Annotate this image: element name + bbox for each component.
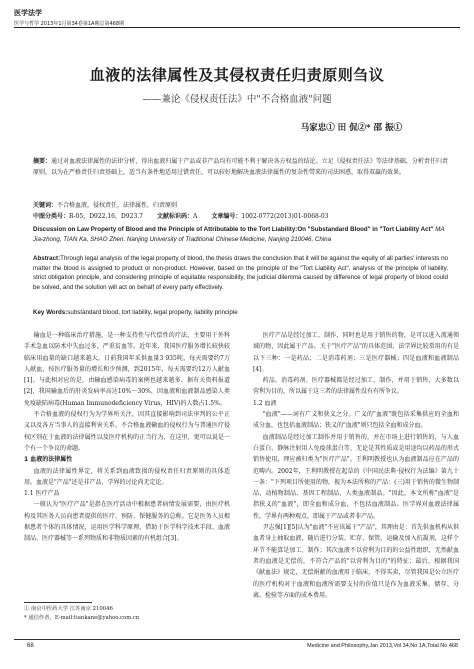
english-keywords-text: substandard blood, tort liability, legal property, liability principle: [67, 309, 238, 316]
page-number: 68: [27, 643, 34, 649]
keywords-label: 关键词：: [33, 202, 58, 209]
body-paragraph: 尹志强[1][5]认为"血液"不应该属于"产品"，其理由是：首先供血机构从供血者身上抽取血液，随后进行分装、贮存、保管、运输及加入抗凝剂，这样个环节不能算是加工、制作；其次血液不以营利为目的的公益性组织，无然献血者的血液是无偿的，不符合产品的"以营利为目的"的特征；最后，根据我国《献血法》规定，无偿捐献的血液用于临床，不得买卖，尽管我国是公立医疗的医疗机构对于血液和血液所需要支付的价值只是作为血液采集、储存、分离、检验等方面的成本费用。: [253, 524, 459, 598]
keywords-text: 不合格血液，侵权责任，法律属性，归责原则: [57, 202, 178, 209]
footnotes: [24, 605, 139, 623]
abstract-text: 通过对血液法律属性的法律分析，得出血液归属于产品或非产品均有可能不利于解决各方权益的结论。立足《侵权责任法》等法律基础，分析责任归责原则，以为在严格责任归责基础上，适当有条件地适用过错责任，可以较好地解决血液法律属性的复杂性带来的司法困惑，取得双赢的效果。: [33, 158, 448, 176]
footnote-divider: [24, 602, 92, 603]
english-abstract: [33, 254, 448, 292]
section-heading: 1.2 血液: [253, 399, 277, 407]
body-paragraph: 不合格血液的侵权行为为学界所关注，因其直接影响到司法审判的公平正义以及各方当事人的直接利害关系。不合格血液输血的侵权行为与普通医疗侵权区别在于血液的法律属性以及医疗机构的正当行为，在这里，更可以说是一个有一个争议的命题。: [24, 411, 230, 452]
english-abstract-label: Abstract:: [33, 255, 61, 262]
classification-line: [33, 212, 448, 221]
english-abstract-text: Through legal analysis of the legal property of blood, the thesis draws the conclusion that it will be against the equity of all parties' interests no matter the blood is assigned to product or non-product. However, based on the principle of the "Tort Liability Act", analysis of the principle of liability, strict obligation principle, and considering principle of equitable responsibility, the judicial dilemma caused by difference of legal property of blood could be solved, and the solution will act on behalf of every party effectively.: [33, 255, 448, 291]
abstract-label: 摘要：: [33, 158, 52, 165]
footnote-correspondence: * 通信作者，E-mail:tiankane@yahoo.com.cn: [24, 615, 140, 621]
body-paragraph: 医疗产品是经过加工、制作，同时也是用于销售的物，是可以进入流通领域的物，因此属于产品。关于"医疗产品"的具体范围，法学界比较常用的有是以下三种：一是药品；二是消毒药剂；三是医疗器械；四是血液和血液制品[4]。: [253, 332, 459, 373]
english-authors: MA Jia-zhong, TIAN Ka, SHAO Zhen. Nanjing University of Traditional Chinese Medicine, Nanjing 210046, China: [33, 226, 445, 243]
header-divider: [14, 27, 460, 28]
english-title: Discussion on Law Property of Blood and the Principle of Attributable to the Tort Liability:On "Substandard Blood" in "Tort Liability Act": [33, 226, 434, 233]
author-list: 马家忠① 田 侃②* 邵 振①: [300, 123, 402, 133]
body-paragraph: 一般认为"医疗产品"是指在医疗活动中根据患者病情发展需要，由医疗机构及其医务人员向患者提供的医疗、预防、保健服务的总称。它是医务人员根据患者个体的具体情况，运用医学科学原理，借助于医学科学技术手段、血液制品、医疗器械等一系列物质和非物质因素的有机组合[3]。: [24, 501, 230, 543]
article-title: 血液的法律属性及其侵权责任归责原则刍议: [89, 66, 385, 84]
journal-info: 医学与哲学 2013年1月第34卷第1A期总第468期: [14, 21, 125, 27]
section-heading: 1.1 医疗产品: [24, 490, 60, 498]
document-code: 文献标识码：A: [157, 213, 198, 220]
english-keywords: [33, 308, 448, 317]
english-title-block: [33, 225, 448, 244]
section-heading: 1 血液的法律属性: [24, 456, 73, 464]
body-paragraph: 药品、消毒药剂、医疗器械都是经过加工、制作，并用于销售，大多数以营利为目的，所以属于这三者的法律属性没有有所争议。: [253, 377, 459, 396]
clc-number: 中图分类号：R-05，D922.16，D923.7: [33, 213, 143, 220]
body-paragraph: 血液制品是经过加工制作并用于销售的，并在市场上进行销售的，与人血白蛋白、静脉注射用人免疫球蛋白等，无论是其性质或是用途均以药品的形式销售使用，理应被归类为"医疗产品"。王利明教授也认为血液制品应在产品的范畴内。2002年，王利明教授在起草的《中国民法典·侵权行为法编》第九十一条："下列项目所使用的物，视为本法所称的产品：(三)用于销售的微生物制品、动植物制品、基因工程制品、人类血液制品。"因此，本文所称"血液"是指狭义的"血液"，即全血和成分血，不包括血液制品。医学界对血液法律属性，学界有两种观点，即属于产品或者非产品。: [253, 433, 459, 520]
body-paragraph: 输血是一种临床治疗措施，是一种支持性与代偿性的疗法，主要用于外科手术急血以防术中失血过多，严重贫血等。近年来，我国医疗服务增长较快较临床用血量的缺口越来越大，日前我国年采供血量3 935吨，每天需要约7万人献血，按医疗服务量的增长和少预测，到2015年，每天需要约12万人献血[1]。与此相对应的是，由输血感染病毒的案例也越来越多。据有关资料报道[2]，我国输血后的肝炎发病率高达10%～30%，因血液和血液制品感染人类免疫缺陷病毒(Human Immunodeficiency Virus，HIV)的人数占1.5%。: [24, 332, 230, 407]
running-header: [14, 8, 460, 27]
english-keywords-label: Key Words:: [33, 309, 68, 316]
chinese-keywords: [33, 201, 448, 210]
body-paragraph: 血液的法律属性界定，将关系到血液致损的侵权责任归责原则的具体适用。血液是"产品"还是非产品，学界的讨论尚无定论。: [24, 467, 230, 486]
body-column-left: [24, 330, 230, 545]
footer-divider: [14, 639, 460, 640]
body-paragraph: "血液"——词有广义和狭义之分。广义的"血液"既包括采集供应的全血和成分血，也包括血液制品；狭义的"血液"则只包括全血和成分血。: [253, 411, 459, 430]
article-number: 文章编号：1002-0772(2013)01-0068-03: [211, 213, 329, 220]
section-label: 医学法学: [14, 9, 42, 17]
article-subtitle: ——兼论《侵权责任法》中"不合格血液"问题: [142, 94, 332, 105]
chinese-abstract: [33, 156, 448, 178]
body-column-right: [253, 330, 459, 598]
footnote-affiliation: ① 南京中医药大学 江苏南京 210046: [24, 606, 113, 612]
footer-journal-info: Medicine and Philosophy,Jan 2013,Vol 34,No 1A,Total No 468: [307, 643, 458, 649]
